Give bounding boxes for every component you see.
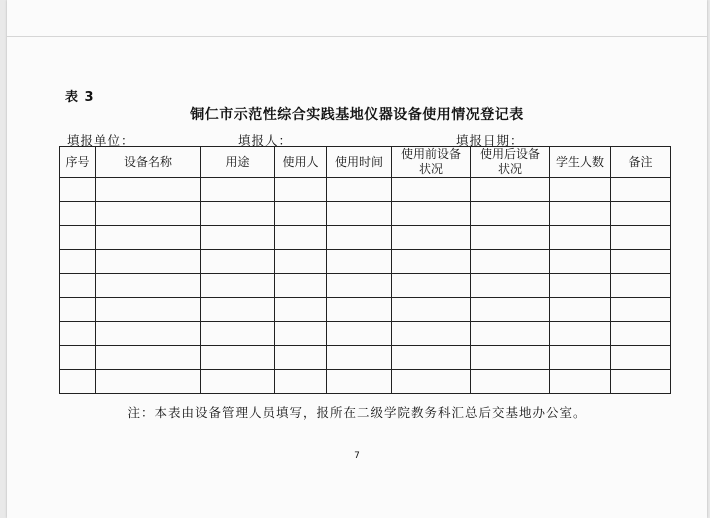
table-row bbox=[60, 370, 671, 394]
table-cell bbox=[327, 322, 392, 346]
table-cell bbox=[471, 298, 550, 322]
table-cell bbox=[201, 274, 275, 298]
table-cell bbox=[327, 250, 392, 274]
page-fold-line bbox=[7, 36, 707, 37]
table-cell bbox=[611, 250, 671, 274]
table-cell bbox=[275, 322, 327, 346]
table-cell bbox=[96, 298, 201, 322]
table-row bbox=[60, 178, 671, 202]
table-cell bbox=[275, 250, 327, 274]
col-header-index: 序号 bbox=[60, 147, 96, 178]
field-reporting-unit: 填报单位： bbox=[67, 133, 135, 148]
table-cell bbox=[60, 202, 96, 226]
table-cell bbox=[96, 274, 201, 298]
document-page bbox=[7, 0, 707, 518]
table-cell bbox=[201, 370, 275, 394]
table-body bbox=[60, 178, 671, 394]
table-cell bbox=[201, 202, 275, 226]
table-cell bbox=[201, 298, 275, 322]
table-cell bbox=[327, 226, 392, 250]
table-cell bbox=[471, 274, 550, 298]
col-header-condition-before: 使用前设备 状况 bbox=[392, 147, 471, 178]
equipment-usage-table bbox=[59, 146, 671, 394]
table-cell bbox=[96, 178, 201, 202]
table-cell bbox=[275, 226, 327, 250]
table-cell bbox=[96, 250, 201, 274]
table-cell bbox=[275, 202, 327, 226]
table-cell bbox=[392, 250, 471, 274]
table-cell bbox=[392, 178, 471, 202]
table-cell bbox=[392, 202, 471, 226]
table-cell bbox=[550, 370, 611, 394]
table-cell bbox=[611, 202, 671, 226]
table-cell bbox=[471, 202, 550, 226]
col-header-user: 使用人 bbox=[275, 147, 327, 178]
table-cell bbox=[201, 226, 275, 250]
table-cell bbox=[550, 346, 611, 370]
col-header-equipment-name: 设备名称 bbox=[96, 147, 201, 178]
table-cell bbox=[60, 322, 96, 346]
page-number: 7 bbox=[354, 451, 360, 461]
table-cell bbox=[550, 202, 611, 226]
table-cell bbox=[60, 178, 96, 202]
table-label: 表 3 bbox=[65, 90, 95, 105]
table-row bbox=[60, 274, 671, 298]
document-title: 铜仁市示范性综合实践基地仪器设备使用情况登记表 bbox=[190, 107, 524, 123]
table-cell bbox=[611, 298, 671, 322]
table-cell bbox=[550, 322, 611, 346]
table-cell bbox=[550, 274, 611, 298]
table-cell bbox=[60, 274, 96, 298]
field-reporter: 填报人： bbox=[238, 133, 293, 148]
table-cell bbox=[201, 346, 275, 370]
table-cell bbox=[611, 322, 671, 346]
table-row bbox=[60, 346, 671, 370]
table-cell bbox=[327, 202, 392, 226]
table-cell bbox=[60, 226, 96, 250]
table-cell bbox=[275, 298, 327, 322]
table-cell bbox=[327, 370, 392, 394]
table-cell bbox=[275, 178, 327, 202]
table-cell bbox=[60, 346, 96, 370]
col-header-remarks: 备注 bbox=[611, 147, 671, 178]
table-cell bbox=[60, 370, 96, 394]
table-cell bbox=[96, 226, 201, 250]
table-cell bbox=[96, 346, 201, 370]
table-cell bbox=[327, 298, 392, 322]
col-header-condition-after: 使用后设备 状况 bbox=[471, 147, 550, 178]
table-cell bbox=[471, 226, 550, 250]
table-row bbox=[60, 298, 671, 322]
table-row bbox=[60, 226, 671, 250]
table-cell bbox=[327, 346, 392, 370]
table-cell bbox=[611, 346, 671, 370]
table-row bbox=[60, 250, 671, 274]
col-header-purpose: 用途 bbox=[201, 147, 275, 178]
table-cell bbox=[611, 178, 671, 202]
field-report-date: 填报日期： bbox=[456, 133, 524, 148]
table-cell bbox=[550, 178, 611, 202]
table-cell bbox=[550, 298, 611, 322]
table-cell bbox=[275, 274, 327, 298]
table-cell bbox=[471, 178, 550, 202]
table-cell bbox=[392, 346, 471, 370]
table-cell bbox=[201, 250, 275, 274]
col-header-student-count: 学生人数 bbox=[550, 147, 611, 178]
table-cell bbox=[327, 178, 392, 202]
table-cell bbox=[327, 274, 392, 298]
table-cell bbox=[201, 322, 275, 346]
table-cell bbox=[96, 322, 201, 346]
table-cell bbox=[550, 226, 611, 250]
table-row bbox=[60, 322, 671, 346]
table-row bbox=[60, 202, 671, 226]
table-cell bbox=[60, 298, 96, 322]
footnote: 注：本表由设备管理人员填写，报所在二级学院教务科汇总后交基地办公室。 bbox=[127, 405, 587, 420]
table-cell bbox=[275, 346, 327, 370]
table-cell bbox=[60, 250, 96, 274]
table-cell bbox=[275, 370, 327, 394]
table-cell bbox=[392, 370, 471, 394]
table-header-row bbox=[60, 147, 671, 178]
table-cell bbox=[611, 274, 671, 298]
table-cell bbox=[611, 226, 671, 250]
table-cell bbox=[201, 178, 275, 202]
table-cell bbox=[392, 274, 471, 298]
table-cell bbox=[96, 370, 201, 394]
table-cell bbox=[471, 346, 550, 370]
table-cell bbox=[392, 298, 471, 322]
table-cell bbox=[611, 370, 671, 394]
table-cell bbox=[471, 370, 550, 394]
table-cell bbox=[550, 250, 611, 274]
table-cell bbox=[392, 322, 471, 346]
table-cell bbox=[471, 250, 550, 274]
table-cell bbox=[96, 202, 201, 226]
table-cell bbox=[471, 322, 550, 346]
col-header-usage-time: 使用时间 bbox=[327, 147, 392, 178]
table-cell bbox=[392, 226, 471, 250]
